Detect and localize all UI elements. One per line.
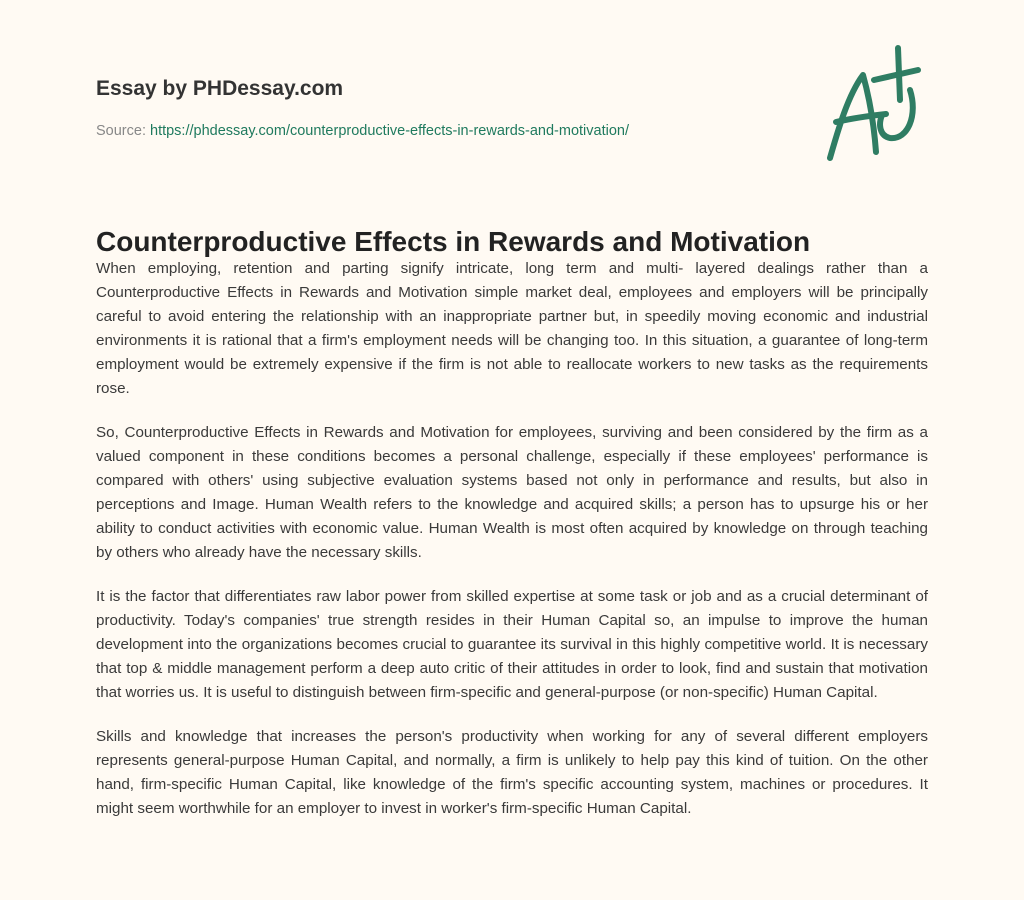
- site-brand: Essay by PHDessay.com: [96, 77, 344, 100]
- article-paragraph: Skills and knowledge that increases the person's productivity when working for any of several different employers represents general-purpose Human Capital, and normally, a firm is unlikely to help pay this kind of tuition. On the other hand, firm-specific Human Capital, like knowledge of the firm's specific accounting system, machines or procedures. It might seem worthwhile for an employer to invest in worker's firm-specific Human Capital.: [96, 728, 928, 817]
- source-label: Source:: [96, 123, 150, 139]
- source-line: [96, 123, 629, 139]
- article-paragraph: It is the factor that differentiates raw labor power from skilled expertise at some task or job and as a crucial determinant of productivity. Today's companies' true strength resides in their Human Capital so, an impulse to improve the human development into the organizations becomes crucial to guarantee its survival in this highly competitive world. It is necessary that top & middle management perform a deep auto critic of their attitudes in order to look, find and sustain that motivation that worries us. It is useful to distinguish between firm-specific and general-purpose (or non-specific) Human Capital.: [96, 588, 928, 701]
- a-plus-logo-icon: [818, 40, 928, 165]
- article-body: [96, 257, 928, 841]
- article-title: Counterproductive Effects in Rewards and Motivation: [96, 226, 811, 257]
- article-paragraph: So, Counterproductive Effects in Rewards and Motivation for employees, surviving and been considered by the firm as a valued component in these conditions becomes a personal challenge, especially if these employees' performance is compared with others' using subjective evaluation systems based not only in performance and results, but also in perceptions and Image. Human Wealth refers to the knowledge and acquired skills; a person has to upsurge his or her ability to conduct activities with economic value. Human Wealth is most often acquired by knowledge on through teaching by others who already have the necessary skills.: [96, 424, 928, 561]
- article-paragraph: When employing, retention and parting signify intricate, long term and multi- layered dealings rather than a Counterproductive Effects in Rewards and Motivation simple market deal, employees and employers will be principally careful to avoid entering the relationship with an inappropriate partner but, in speedily moving economic and industrial environments it is rational that a firm's employment needs will be changing too. In this situation, a guarantee of long-term employment would be extremely expensive if the firm is not able to reallocate workers to new tasks as the requirements rose.: [96, 260, 928, 397]
- source-link[interactable]: https://phdessay.com/counterproductive-effects-in-rewards-and-motivation/: [150, 123, 629, 139]
